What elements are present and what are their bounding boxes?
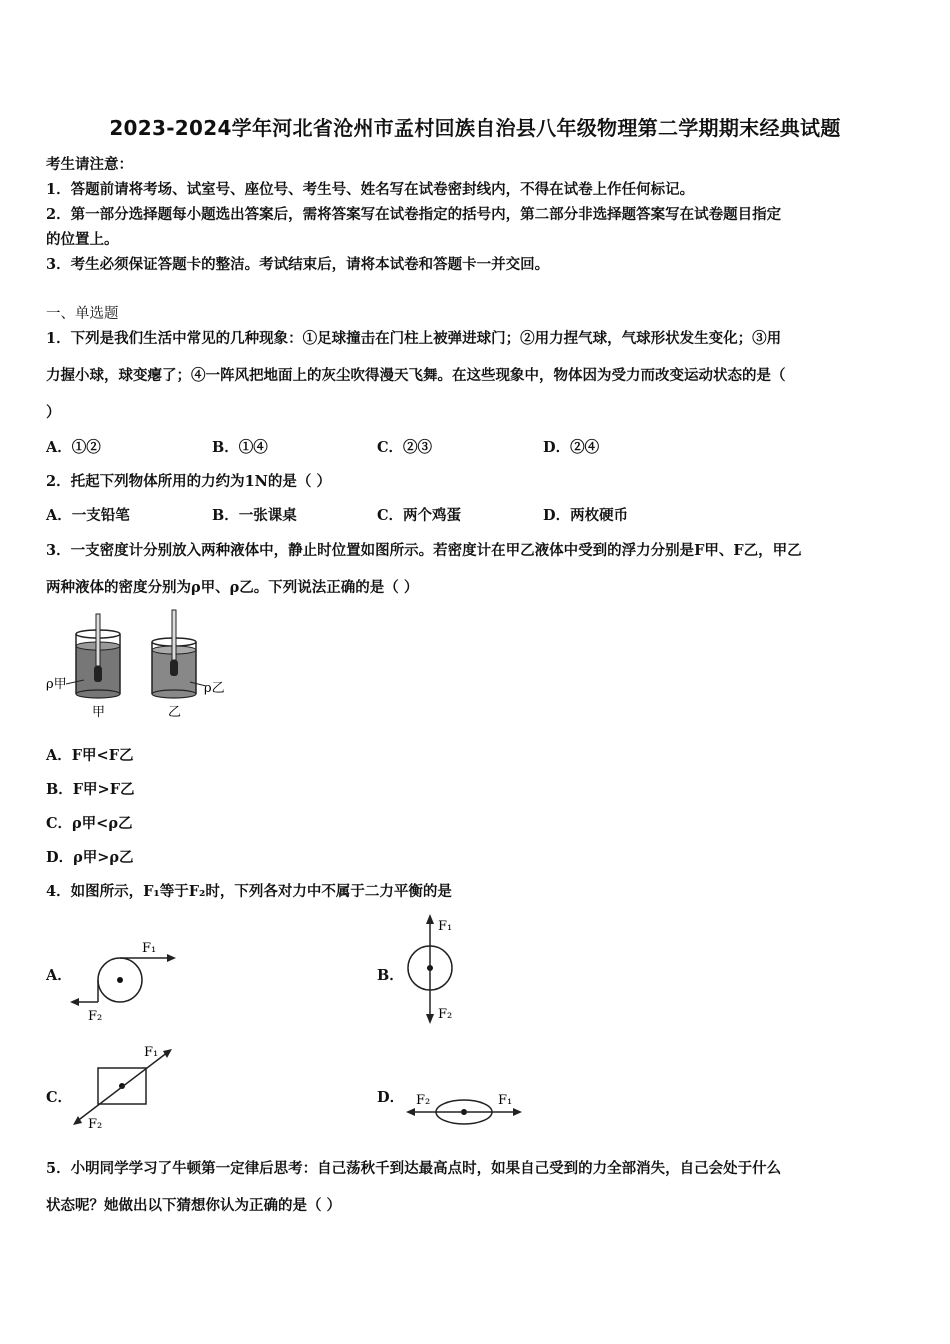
force-f2-label: F₂ <box>438 1007 453 1022</box>
q1-option-a: A．①② <box>46 439 101 456</box>
beaker-left <box>76 614 120 698</box>
q4-question: 4．如图所示，F₁等于F₂时，下列各对力中不属于二力平衡的是 <box>46 883 452 900</box>
force-f1-label: F₁ <box>438 919 453 934</box>
q2-option-b: B．一张课桌 <box>212 507 297 524</box>
q1-option-b: B．①④ <box>212 439 268 456</box>
q3-option-c: C．ρ甲<ρ乙 <box>46 815 133 832</box>
q3-option-d: D．ρ甲>ρ乙 <box>46 849 134 866</box>
q4-figure-c <box>68 1042 183 1132</box>
q1-line: 1．下列是我们生活中常见的几种现象：①足球撞击在门柱上被弹进球门；②用力捏气球，气球形状发生变化；③用 <box>46 330 782 347</box>
q5-line: 5．小明同学学习了牛顿第一定律后思考：自己荡秋千到达最高点时，如果自己受到的力全部消失，自己会处于什么 <box>46 1160 782 1177</box>
q4-option-d: D． <box>377 1089 405 1106</box>
notice-item: 3．考生必须保证答题卡的整洁。考试结束后，请将本试卷和答题卡一并交回。 <box>46 256 550 273</box>
notice-item: 2．第一部分选择题每小题选出答案后，需将答案写在试卷指定的括号内，第二部分非选择题答案写在试卷题目指定 <box>46 206 782 223</box>
beaker-right <box>152 610 196 698</box>
q2-option-d: D．两枚硬币 <box>543 507 629 524</box>
q3-line: 两种液体的密度分别为ρ甲、ρ乙。下列说法正确的是（ ） <box>46 579 419 596</box>
q4-figure-a <box>64 932 184 1028</box>
notice-item: 的位置上。 <box>46 231 119 248</box>
q2-option-a: A．一支铅笔 <box>46 507 130 524</box>
page-title: 2023-2024学年河北省沧州市孟村回族自治县八年级物理第二学期期末经典试题 <box>109 116 841 140</box>
q4-figure-b <box>400 910 470 1028</box>
force-f1-label: F₁ <box>498 1093 513 1108</box>
beaker-right-label: 乙 <box>168 705 182 720</box>
notice-item: 1．答题前请将考场、试室号、座位号、考生号、姓名写在试卷密封线内，不得在试卷上作任何标记。 <box>46 181 695 198</box>
q1-option-c: C．②③ <box>377 439 433 456</box>
force-f2-label: F₂ <box>88 1117 103 1132</box>
section-heading: 一、单选题 <box>46 306 119 322</box>
q2-option-c: C．两个鸡蛋 <box>377 507 462 524</box>
density-right-label: ρ乙 <box>204 681 225 696</box>
force-f1-label: F₁ <box>144 1045 159 1060</box>
q3-line: 3．一支密度计分别放入两种液体中，静止时位置如图所示。若密度计在甲乙液体中受到的浮力分别是F甲、F乙，甲乙 <box>46 542 802 559</box>
hydrometer-figure <box>44 608 234 720</box>
q4-option-b: B． <box>377 967 404 984</box>
q3-option-a: A．F甲<F乙 <box>46 747 134 764</box>
q2-question: 2．托起下列物体所用的力约为1N的是（ ） <box>46 473 331 490</box>
q5-line: 状态呢？她做出以下猜想你认为正确的是（ ） <box>46 1197 342 1214</box>
q4-option-a: A． <box>46 967 72 984</box>
force-f2-label: F₂ <box>416 1093 431 1108</box>
beaker-left-label: 甲 <box>92 705 106 720</box>
density-left-label: ρ甲 <box>46 677 67 692</box>
q1-line: 力握小球，球变瘪了；④一阵风把地面上的灰尘吹得漫天飞舞。在这些现象中，物体因为受力而改变运动状态的是（ <box>46 367 786 384</box>
q1-line: ） <box>46 404 61 421</box>
force-f1-label: F₁ <box>142 941 157 956</box>
force-f2-label: F₂ <box>88 1009 103 1024</box>
q4-option-c: C． <box>46 1089 73 1106</box>
notice-heading: 考生请注意： <box>46 156 133 173</box>
q4-figure-d <box>402 1084 526 1134</box>
q3-option-b: B．F甲>F乙 <box>46 781 135 798</box>
q1-option-d: D．②④ <box>543 439 600 456</box>
